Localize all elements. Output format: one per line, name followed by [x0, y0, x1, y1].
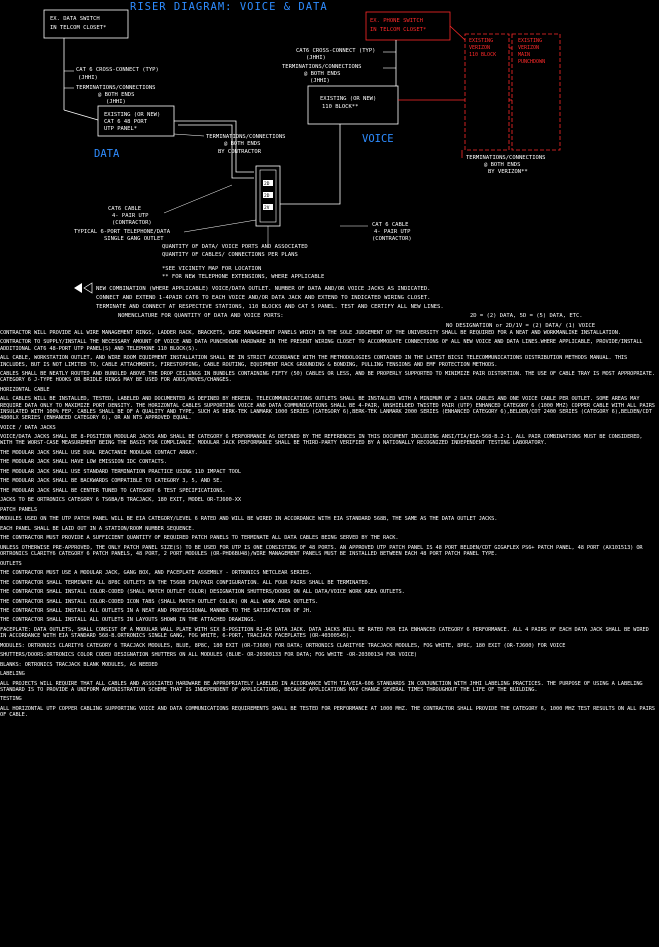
term-verizon-label-1: TERMINATIONS/CONNECTIONS [466, 155, 546, 161]
block-110-label-2: 110 BLOCK** [322, 104, 359, 110]
typical-outlet-label-2: SINGLE GANG OUTLET [104, 236, 164, 242]
term-data-label-3: (JHHI) [106, 99, 126, 105]
spec-paragraph: THE CONTRACTOR MUST PROVIDE A SUFFICIENT QUANTITY OF REQUIRED PATCH PANELS TO TERMINATE ALL DATA CABLES BEING SERVED BY THE RACK. [0, 535, 399, 542]
specification-notes [0, 330, 655, 722]
quantity-note-1: QUANTITY OF DATA/ VOICE PORTS AND ASSOCIATED [162, 244, 308, 250]
verizon-110-label-3: 110 BLOCK [469, 52, 497, 58]
verizon-110-label-1: EXISTING [469, 38, 494, 44]
spec-paragraph: JACKS TO BE ORTRONICS CATEGORY 6 TS6BA/B TRACJACK, 180 EXIT, MODEL OR-TJ600-XX [0, 497, 241, 504]
spec-paragraph: CABLES SHALL BE NEATLY ROUTED AND BUNDLED ABOVE THE DROP CEILINGS IN BUNDLES CONTAINING FIFTY (50) CABLES OR LESS, AND BE PROPERLY SUPPORTED TO MINIMIZE PAIR DISTORTION. THE USE OF CABLE TRAY IS MOST APPROPRIATE. CATEGORY 6 J-TYPE HOOKS OR BRIDLE RINGS MAY BE USED FOR ADDS/MOVES/CHANGES. [0, 371, 655, 384]
spec-paragraph: THE MODULAR JACK SHALL BE CENTER TUNED TO CATEGORY 6 TEST SPECIFICATIONS. [0, 487, 226, 494]
extension-note: ** FOR NEW TELEPHONE EXTENSIONS, WHERE APPLICABLE [162, 274, 325, 280]
spec-paragraph: THE MODULAR JACK SHALL HAVE LOW EMISSION IDC CONTACTS. [0, 459, 167, 466]
spec-paragraph: FACEPLATE: DATA OUTLETS, SHALL CONSIST OF A MODULAR WALL PLATE WITH SIX 8-POSITION RJ-45 DATA JACK. DATA JACKS WILL BE RATED FOR EIA ENHANCED CATEGORY 6 PERFORMANCE. ALL 4 PAIRS OF EACH DATA JACK SHALL BE WIRED IN ACCORDANCE WITH EIA STANDARD 568-B.ORTRONICS SINGLE GANG, FOG WHITE, 6-PORT, TRACJACK FACEPLATES (OR-40300545). [0, 626, 649, 640]
term-voice-label-2: @ BOTH ENDS [304, 71, 341, 77]
phone-switch-label-1: EX. PHONE SWITCH [370, 18, 423, 24]
spec-paragraph: HORIZONTAL CABLE [0, 386, 50, 393]
legend-outlet-symbol [74, 283, 92, 293]
verizon-main-label-1: EXISTING [518, 38, 543, 44]
spec-paragraph: THE CONTRACTOR SHALL INSTALL COLOR-CODED ICON TABS (SHALL MATCH OUTLET COLOR) ON ALL WORK AREA OUTLETS. [0, 598, 319, 605]
diagram-title: RISER DIAGRAM: VOICE & DATA [130, 1, 328, 13]
term-data-label-2: @ BOTH ENDS [98, 92, 135, 98]
nomenclature-example: 2D = (2) DATA, 5D = (5) DATA, ETC. [470, 313, 583, 319]
spec-paragraph: THE CONTRACTOR SHALL INSTALL ALL OUTLETS IN A NEAT AND PROFESSIONAL MANNER TO THE SATISFACTION OF JH. [0, 608, 312, 614]
spec-paragraph: THE MODULAR JACK SHALL USE STANDARD TERMINATION PRACTICE USING 110 IMPACT TOOL [0, 468, 241, 475]
cat6-cable-right-1: CAT 6 CABLE [372, 222, 409, 228]
term-voice-label-1: TERMINATIONS/CONNECTIONS [282, 64, 362, 70]
data-switch-label-2: IN TELCOM CLOSET* [50, 25, 107, 31]
spec-paragraph: UNLESS OTHERWISE PRE-APPROVED, THE ONLY PATCH PANEL SIZE(S) TO BE USED FOR UTP IS ONE CONSISTING OF 48 PORTS. AN APPROVED UTP PATCH PANEL IS 48 PORT BELDEN/CDT GIGAFLEX PS6+ PATCH PANEL, 48 PORT (AX101513) OR ORTRONICS CLARITY6 CATEGORY 6 PATCH PANELS, 48 PORT, 2 PORT MODULES (OR-PHD6BU48)/WIRE MANAGEMENT PANELS MUST BE INSTALLED BETWEEN EACH 48 PORT PATCH PANEL TYPE. [0, 544, 643, 558]
spec-paragraph: THE MODULAR JACK SHALL BE BACKWARDS COMPATIBLE TO CATEGORY 3, 5, AND 5E. [0, 478, 223, 485]
spec-paragraph: ALL HORIZONTAL UTP COPPER CABLING SUPPORTING VOICE AND DATA COMMUNICATIONS REQUIREMENTS SHALL BE TESTED FOR PERFORMANCE AT 1000 MHZ. THE CONTRACTOR SHALL PROVIDE THE CATEGORY 6, 1000 MHZ TEST RESULTS ON ALL PAIRS OF CABLE. [0, 705, 655, 719]
cat6-xconnect-data-sub: (JHHI) [78, 75, 98, 81]
spec-paragraph: OUTLETS [0, 560, 22, 567]
block-110-label-1: EXISTING (OR NEW) [320, 96, 377, 102]
legend-line-3: TERMINATE AND CONNECT AT RESPECTIVE STATIONS, 110 BLOCKS AND CAT 5 PANEL. TEST AND CERTIFY ALL NEW LINES. [96, 304, 444, 310]
data-switch-label-1: EX. DATA SWITCH [50, 16, 100, 22]
phone-switch-label-2: IN TELCOM CLOSET* [370, 27, 427, 33]
spec-paragraph: VOICE/DATA JACKS SHALL BE 8-POSITION MODULAR JACKS AND SHALL BE CATEGORY 6 PERFORMANCE AS DEFINED BY THE REFERENCES IN THIS DOCUMENT INCLUDING ANSI/TIA/EIA-568-B.2-1. ALL PAIR COMBINATIONS MUST BE CONSIDERED, WITH THE WORST-CASE MEASUREMENT BEING THE BASIS FOR COMPLIANCE. MODULAR JACK PERFORMANCE SHALL BE THIRD-PARTY VERIFIED BY A NATIONALLY RECOGNIZED INDEPENDENT TESTING LABORATORY. [0, 434, 643, 447]
cat6-cable-left-3: (CONTRACTOR) [112, 220, 152, 226]
spec-paragraph: TESTING [0, 696, 22, 703]
spec-paragraph: THE CONTRACTOR MUST USE A MODULAR JACK, GANG BOX, AND FACEPLATE ASSEMBLY - ORTRONICS NETCLEAR SERIES. [0, 570, 312, 577]
spec-paragraph: THE CONTRACTOR SHALL INSTALL ALL OUTLETS IN LAYOUTS SHOWN IN THE ATTACHED DRAWINGS. [0, 617, 257, 624]
spec-paragraph: ALL CABLE, WORKSTATION OUTLET, AND WIRE ROOM EQUIPMENT INSTALLATION SHALL BE IN STRICT ACCORDANCE WITH THE METHODOLOGIES CONTAINED IN THE LATEST BICSI TELECOMMUNICATIONS DISTRIBUTION METHODS MANUAL. THIS INCLUDES, BUT IS NOT LIMITED TO, CABLE ATTACHMENTS, FIRESTOPPING, CABLE ROUTING, EQUIPMENT RACK GROUNDING & BONDING, PULLING TENSIONS AND EMF PROTECTION METHODS. [0, 355, 628, 368]
nomenclature-label: NOMENCLATURE FOR QUANTITY OF DATA AND VOICE PORTS: [118, 313, 284, 319]
cat6-cable-right-2: 4- PAIR UTP [374, 229, 411, 235]
data-label: DATA [94, 148, 120, 160]
verizon-main-label-2: VERIZON [518, 45, 540, 51]
spec-paragraph: CONTRACTOR WILL PROVIDE ALL WIRE MANAGEMENT RINGS, LADDER RACK, BRACKETS, WIRE MANAGEMENT PANELS WHICH IN THE SOLE JUDGEMENT OF THE UNIVERSITY SHALL BE REQUIRED FOR A NEAT AND WORKMANLIKE INSTALLATION. [0, 330, 621, 336]
term-contractor-label-2: @ BOTH ENDS [224, 141, 261, 147]
patch-panel-label-3: UTP PANEL* [104, 126, 138, 132]
spec-paragraph: MODULES USED ON THE UTP PATCH PANEL WILL BE EIA CATEGORY/LEVEL 6 RATED AND WILL BE WIRED IN ACCORDANCE WITH EIA STANDARD 568B, THE SAME AS THE DATA OUTLET JACKS. [0, 516, 498, 523]
riser-diagram [0, 0, 659, 330]
outlet-port-label-1: 2D [264, 182, 270, 187]
cat6-xconnect-voice-sub: (JHHI) [306, 55, 326, 61]
term-data-label-1: TERMINATIONS/CONNECTIONS [76, 85, 156, 91]
patch-panel-label-2: CAT 6 48 PORT [104, 119, 148, 125]
typical-outlet-label-1: TYPICAL 6-PORT TELEPHONE/DATA [74, 229, 171, 235]
spec-paragraph: SHUTTERS/DOORS:ORTRONICS COLOR CODED DESIGNATION SHUTTERS ON ALL MODULES (BLUE- OR-20300133 FOR DATA; FOG WHITE -OR-20300134 FOR VOICE) [0, 652, 418, 659]
verizon-110-label-2: VERIZON [469, 45, 491, 51]
cat6-cable-right-3: (CONTRACTOR) [372, 236, 412, 242]
spec-paragraph: LABELING [0, 671, 25, 678]
voice-label: VOICE [362, 133, 394, 145]
spec-paragraph: ALL PROJECTS WILL REQUIRE THAT ALL CABLES AND ASSOCIATED HARDWARE BE APPROPRIATELY LABELED IN ACCORDANCE WITH TIA/EIA-606 STANDARDS IN CONJUNCTION WITH JHHI LABELING PRACTICES. THE PURPOSE OF USING A LABELING STANDARD IS TO PROVIDE A UNIFORM ADMINISTRATION SCHEME THAT IS INDEPENDENT OF APPLICATIONS, BECAUSE APPLICATIONS MAY CHANGE SEVERAL TIMES THROUGHOUT THE LIFE OF THE BUILDING. [0, 680, 643, 693]
term-contractor-label-1: TERMINATIONS/CONNECTIONS [206, 134, 286, 140]
cat6-cable-left-2: 4- PAIR UTP [112, 213, 149, 219]
outlet-port-label-2: 2D [264, 194, 270, 199]
spec-paragraph: THE CONTRACTOR SHALL INSTALL COLOR-CODED (SHALL MATCH OUTLET COLOR) DESIGNATION SHUTTERS/DOORS ON ALL DATA/VOICE WORK AREA OUTLETS. [0, 589, 405, 596]
spec-paragraph: CONTRACTOR TO SUPPLY/INSTALL THE NECESSARY AMOUNT OF VOICE AND DATA PUNCHDOWN HARDWARE IN THE PRESENT WIRING CLOSET TO ACCOMMODATE CONNECTIONS OF ALL NEW VOICE AND DATA LINES.WHERE APPLICABLE, PROVIDE/INSTALL ADDITIONAL CAT6 48-PORT UTP PANEL(S) AND TELEPHONE 110 BLOCK(S). [0, 339, 643, 352]
term-contractor-label-3: BY CONTRACTOR [218, 149, 262, 155]
verizon-main-label-4: PUNCHDOWN [518, 59, 546, 65]
term-verizon-label-2: @ BOTH ENDS [484, 162, 521, 168]
spec-paragraph: PATCH PANELS [0, 506, 38, 513]
spec-paragraph: THE CONTRACTOR SHALL TERMINATE ALL 8P8C OUTLETS IN THE T568B PIN/PAIR CONFIGURATION. ALL FOUR PAIRS SHALL BE TERMINATED. [0, 579, 371, 586]
term-voice-label-3: (JHHI) [310, 78, 330, 84]
term-verizon-label-3: BY VERIZON** [488, 169, 528, 175]
spec-paragraph: THE MODULAR JACK SHALL USE DUAL REACTANCE MODULAR CONTACT ARRAY. [0, 449, 198, 456]
verizon-main-label-3: MAIN [518, 52, 531, 58]
spec-paragraph: MODULES: ORTRONICS CLARITY6 CATEGORY 6 TRACJACK MODULES, BLUE, 8P8C, 180 EXIT (OR-TJ600) FOR DATA; ORTRONICS CLARITY6E TRACJACK MODULES, FOG WHITE, 8P8C, 180 EXIT (OR-TJ600) FOR VOICE [0, 642, 566, 649]
spec-paragraph: EACH PANEL SHALL BE LAID OUT IN A STATION/ROOM NUMBER SEQUENCE. [0, 525, 195, 532]
phone-switch-box [366, 12, 450, 40]
vicinity-note: *SEE VICINITY MAP FOR LOCATION [162, 266, 262, 272]
data-switch-box [44, 10, 128, 38]
outlet-port-label-3: 2V [264, 206, 270, 211]
spec-paragraph: VOICE / DATA JACKS [0, 424, 56, 431]
quantity-note-2: QUANTITY OF CABLES/ CONNECTIONS PER PLANS [162, 252, 298, 258]
cat6-cable-left-1: CAT6 CABLE [108, 206, 142, 212]
legend-line-2: CONNECT AND EXTEND 1-4PAIR CAT6 TO EACH VOICE AND/OR DATA JACK AND EXTEND TO INDICATED WIRING CLOSET. [96, 295, 431, 301]
spec-paragraph: ALL CABLES WILL BE INSTALLED, TESTED, LABELED AND DOCUMENTED AS DEFINED BY HEREIN. TELECOMMUNICATIONS OUTLETS SHALL BE INSTALLED WITH A MINIMUM OF 2 DATA CABLES AND ONE VOICE CABLE PER OUTLET. SOME AREAS MAY REQUIRE DATA ONLY TO MAXIMIZE PORT DENSITY. THE HORIZONTAL CABLES SUPPORTING VOICE AND DATA COMMUNICATIONS SHALL BE 4-PAIR, UNSHIELDED TWISTED PAIR (UTP) ENHANCED CATEGORY 6 (1000 MHZ) COPPER CABLE WITH ALL PAIRS INSULATED WITH 100% FEP. CABLES SHALL BE OF A QUALITY AND TYPE, SUCH AS BERK-TEK LANMARK 1000 SERIES (CATEGORY 6),BERK-TEK LANMARK 2000 SERIES (ENHANCED CATEGORY 6),BELDEN/CDT 2400 SERIES (CATEGORY 6),BELDEN/CDT 4800LX SERIES (ENHANCED CATEGORY 6), OR AN NTS APPROVED EQUAL. [0, 396, 655, 422]
cat6-xconnect-data-label: CAT 6 CROSS-CONNECT (TYP) [76, 67, 159, 73]
cat6-xconnect-voice-label: CAT6 CROSS-CONNECT (TYP) [296, 48, 376, 54]
legend-line-1: NEW COMBINATION (WHERE APPLICABLE) VOICE/DATA OUTLET. NUMBER OF DATA AND/OR VOICE JACKS AS INDICATED. [96, 286, 431, 292]
no-designation-note: NO DESIGNATION or 2D/1V = (2) DATA/ (1) VOICE [446, 323, 596, 329]
patch-panel-label-1: EXISTING (OR NEW) [104, 112, 161, 118]
spec-paragraph: BLANKS: ORTRONICS TRACJACK BLANK MODULES, AS NEEDED [0, 661, 158, 668]
